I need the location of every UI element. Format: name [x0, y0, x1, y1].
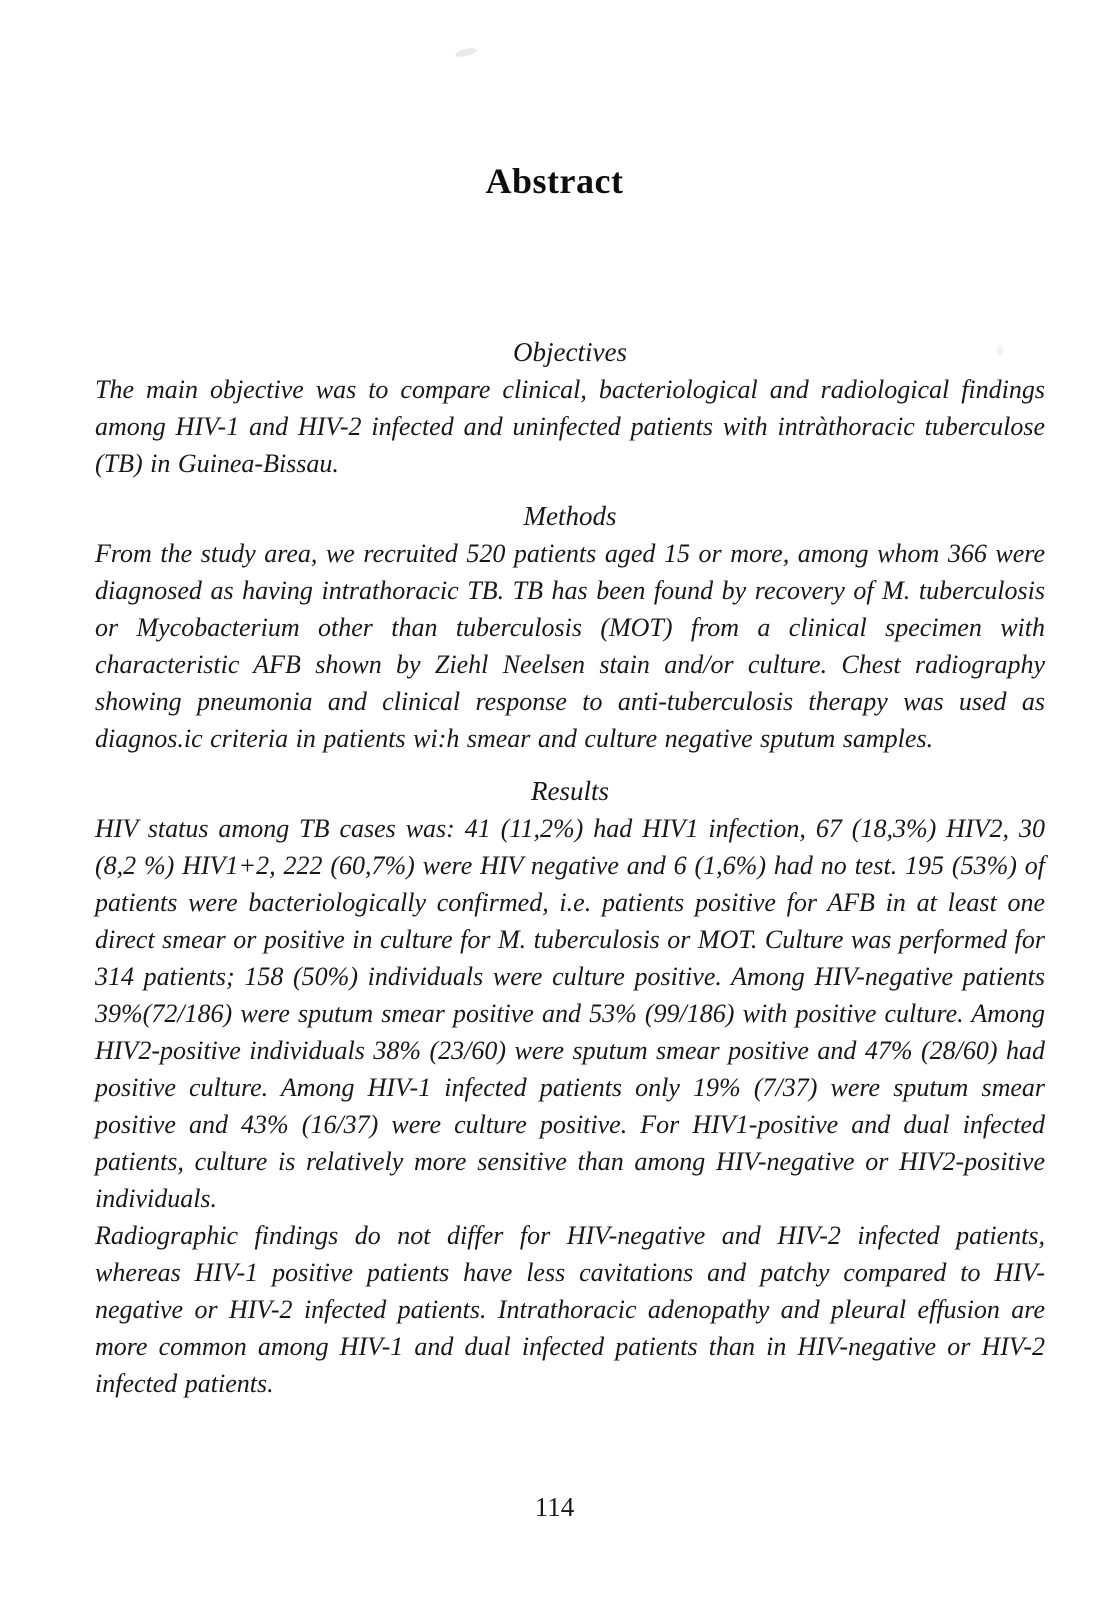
section-heading-results: Results — [531, 776, 609, 806]
section-results — [95, 757, 1045, 1402]
section-methods — [95, 482, 1045, 757]
results-paragraph-2: Radiographic findings do not differ for HIV-negative and HIV-2 infected patients, whereas HIV-1 positive patients have less cavitations and patchy compared to HIV-negative or HIV-2 infected patients. Intrathoracic adenopathy and pleural effusion are more common among HIV-1 and dual infected patients than in HIV-negative or HIV-2 infected patients. — [95, 1221, 1045, 1398]
methods-paragraph: From the study area, we recruited 520 patients aged 15 or more, among whom 366 were diagnosed as having intrathoracic TB. TB has been found by recovery of M. tuberculosis or Mycobacterium other than tuberculosis (MOT) from a clinical specimen with characteristic AFB shown by Ziehl Neelsen stain and/or culture. Chest radiography showing pneumonia and clinical response to anti-tuberculosis therapy was used as diagnos.ic criteria in patients wi:h smear and culture negative sputum samples. — [95, 539, 1045, 753]
page-title: Abstract — [485, 161, 624, 201]
section-heading-methods: Methods — [523, 501, 617, 531]
section-heading-objectives: Objectives — [513, 337, 627, 367]
objectives-paragraph: The main objective was to compare clinical, bacteriological and radiological findings among HIV-1 and HIV-2 infected and uninfected patients with intràthoracic tuberculose (TB) in Guinea-Bissau. — [95, 375, 1045, 478]
scan-artifact — [997, 346, 1003, 356]
page-number: 114 — [534, 1492, 575, 1522]
abstract-content — [95, 318, 1045, 1402]
section-objectives — [95, 318, 1045, 482]
results-paragraph-1: HIV status among TB cases was: 41 (11,2%) had HIV1 infection, 67 (18,3%) HIV2, 30 (8,2 %) HIV1+2, 222 (60,7%) were HIV negative and 6 (1,6%) had no test. 195 (53%) of patients were bacteriologically confirmed, i.e. patients positive for AFB in at least one direct smear or positive in culture for M. tuberculosis or MOT. Culture was performed for 314 patients; 158 (50%) individuals were culture positive. Among HIV-negative patients 39%(72/186) were sputum smear positive and 53% (99/186) with positive culture. Among HIV2-positive individuals 38% (23/60) were sputum smear positive and 47% (28/60) had positive culture. Among HIV-1 infected patients only 19% (7/37) were sputum smear positive and 43% (16/37) were culture positive. For HIV1-positive and dual infected patients, culture is relatively more sensitive than among HIV-negative or HIV2-positive individuals. — [95, 814, 1045, 1213]
